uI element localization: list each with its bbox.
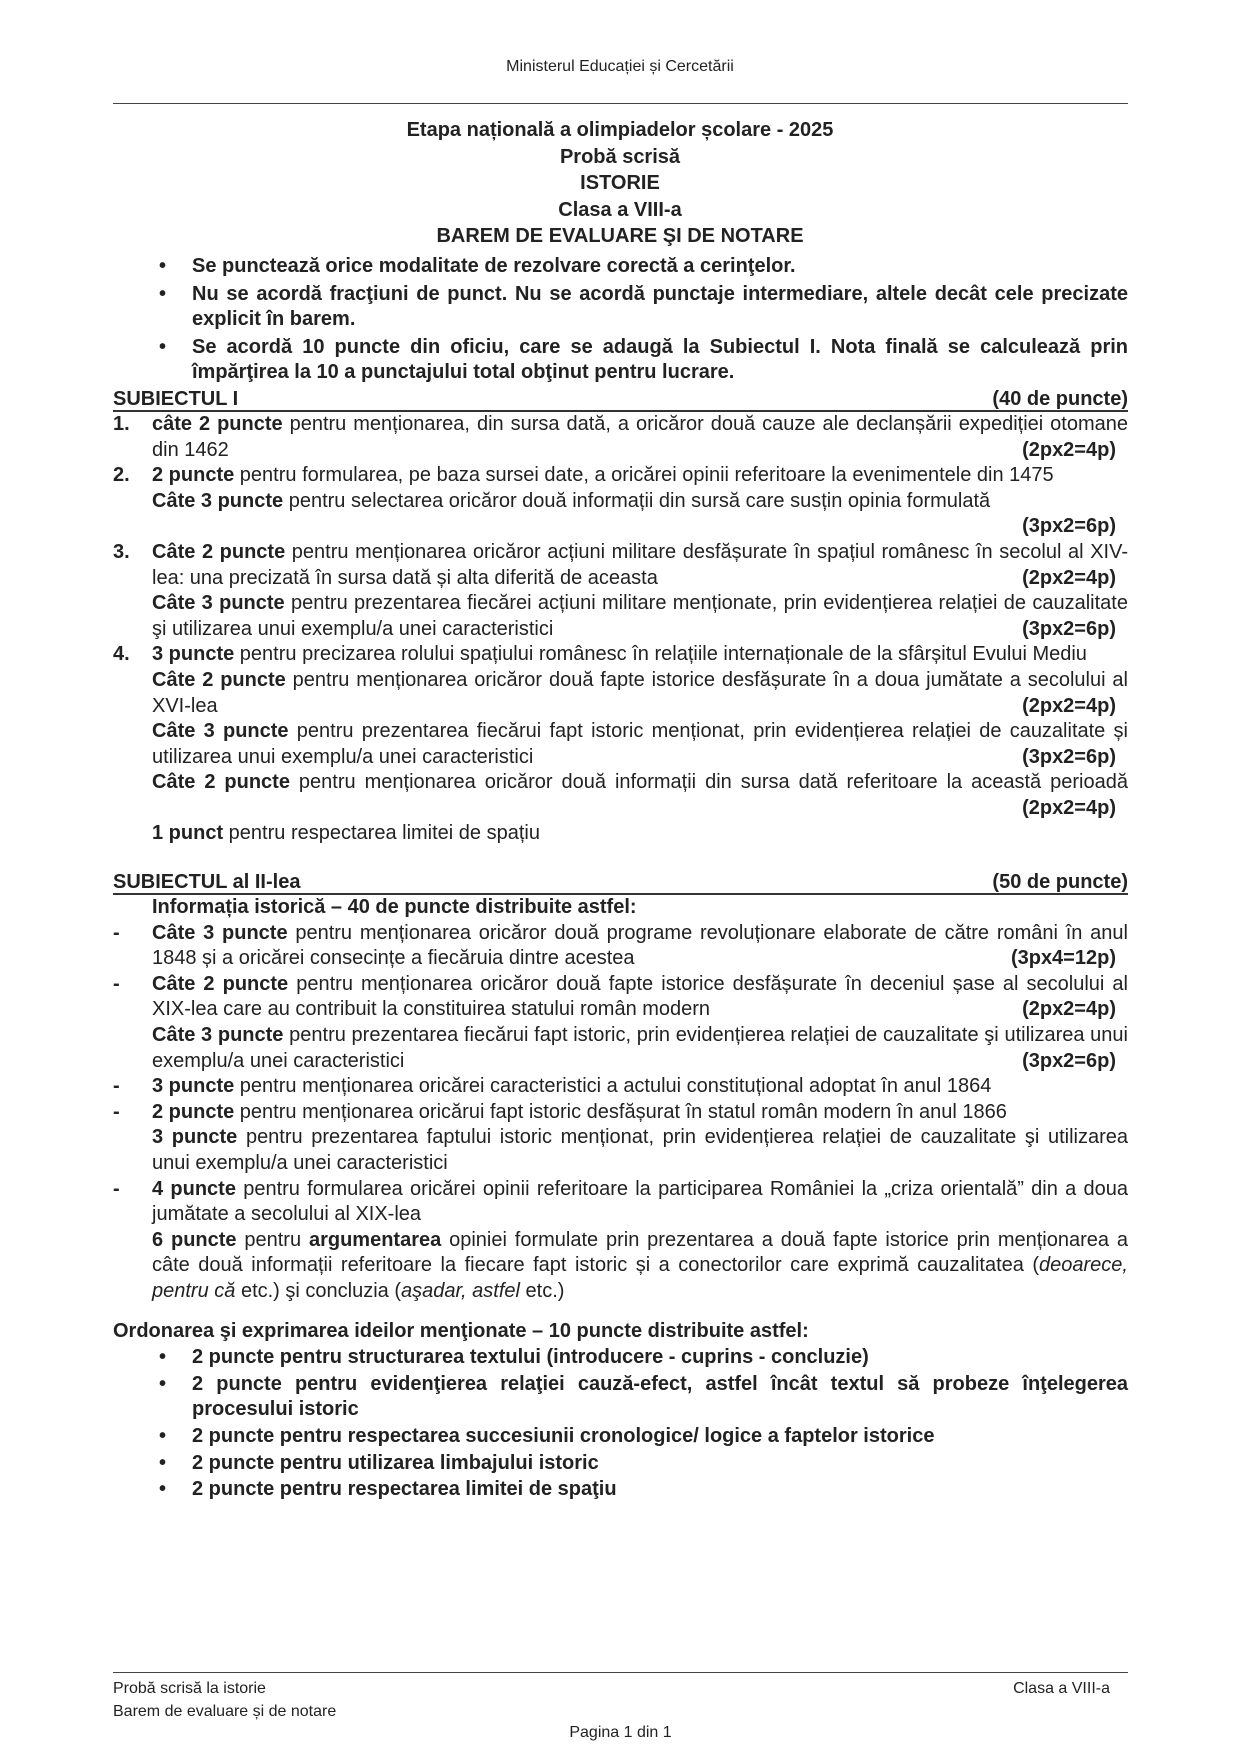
dash-marker: - [113,1100,120,1123]
criterion-text: pentru menționarea oricăror două fapte istorice desfășurate în deceniul șase al secolului al XIX-lea care au contribuit la constituirea statului român modern [152,972,1128,1021]
title-barem: BAREM DE EVALUARE ŞI DE NOTARE [436,225,804,248]
scoring-criterion [152,972,1128,1023]
footer-divider [113,1672,1128,1673]
footer-barem: Barem de evaluare și de notare [113,1703,337,1720]
points-emphasis: 1 punct [152,822,224,845]
criterion-text: pentru prezentarea fiecărui fapt istoric menționat, prin evidențierea relației de cauzalitate și utilizarea unui exemplu/a unei caracteristici [152,720,1128,768]
subject2-points: (50 de puncte) [992,871,1128,894]
ministry-name: Ministerul Educației și Cercetării [506,58,734,75]
intro-bullet-text: Nu se acordă fracţiuni de punct. Nu se acordă punctaje intermediare, altele decât cele precizate explicit în barem. [192,282,1128,331]
scoring-criterion [152,719,1128,770]
scoring-item [113,1177,1128,1305]
criterion-text: pentru menționarea oricărui fapt istoric desfășurat în statul român modern în anul 1866 [234,1100,1007,1123]
points-emphasis: Câte 3 puncte [152,489,284,512]
score-spacer [553,634,693,635]
points-emphasis: 2 puncte [152,1100,235,1123]
points-emphasis: 2 puncte [152,464,235,487]
score-formula: (3px2=6p) [1022,745,1116,768]
points-emphasis: Câte 2 puncte [152,771,290,794]
scoring-criterion [152,463,1128,489]
item-number: 1. [113,412,130,435]
order-bullet-text: 2 puncte pentru evidenţierea relaţiei cauză-efect, astfel încât textul să probeze înţelegerea procesului istoric [192,1372,1128,1421]
subject1-items [113,412,1128,847]
scoring-criterion [152,921,1128,972]
score-spacer [218,711,358,712]
bullet-icon: • [159,282,167,305]
order-bullet [113,1345,1128,1371]
scoring-item [113,642,1128,847]
title-exam-type: Probă scrisă [559,145,681,168]
subject1-points: (40 de puncte) [992,387,1128,410]
points-emphasis: Câte 2 puncte [152,540,286,563]
bullet-icon: • [159,1424,167,1447]
scoring-criterion [152,668,1128,719]
subject2-items [113,921,1128,1305]
score-formula: (3px2=6p) [1022,617,1116,640]
score-spacer [658,583,798,584]
scoring-criterion [152,540,1128,591]
criterion-text: pentru selectarea oricăror două informații din sursă care susțin opinia formulată [283,489,991,512]
score-spacer [710,1014,850,1015]
scoring-item [113,1100,1128,1177]
item-number: 2. [113,464,130,487]
title-grade: Clasa a VIII-a [558,198,682,221]
order-bullet [113,1424,1128,1450]
intro-bullet [113,282,1128,333]
scoring-criterion [152,489,1128,540]
scoring-criterion [152,642,1128,668]
intro-bullet [113,254,1128,280]
points-emphasis: Câte 2 puncte [152,972,289,995]
document-body [113,254,1128,1503]
points-emphasis: Câte 3 puncte [152,1024,284,1047]
dash-marker: - [113,921,120,944]
points-emphasis: câte 2 puncte [152,412,283,435]
scoring-criterion [152,1228,1128,1305]
header-divider [113,103,1128,104]
criterion-text: etc.) şi concluzia ( [235,1279,401,1302]
points-emphasis: 3 puncte [152,643,235,666]
intro-bullet-text: Se acordă 10 puncte din oficiu, care se adaugă la Subiectul I. Nota finală se calculează prin împărţirea la 10 a punctajului total obţinut pentru lucrare. [192,335,1128,384]
order-list [113,1345,1128,1503]
points-emphasis: 3 puncte [152,1075,235,1098]
bullet-icon: • [159,335,167,358]
points-emphasis: Câte 3 puncte [152,592,285,615]
criterion-text: pentru formularea, pe baza sursei date, a oricărei opinii referitoare la evenimentele din 1475 [234,464,1054,487]
scoring-item [113,540,1128,642]
document-titles [0,117,1240,250]
points-emphasis: Câte 3 puncte [152,921,288,944]
subject2-heading [113,871,1128,895]
criterion-text: pentru menționarea, din sursa dată, a oricăror două cauze ale declanșării expediției otomane din 1462 [152,412,1128,461]
criterion-text: pentru menționarea oricăror două informații din sursa dată referitoare la această perioadă [289,771,1128,794]
criterion-text: opiniei formulate prin prezentarea a două fapte istorice prin menționarea a câte două informații referitoare la fiecare fapt istoric și a conectorilor care exprimă cauzalitatea ( [152,1228,1128,1277]
score-formula: (2px2=4p) [1022,998,1116,1021]
scoring-criterion [152,770,1128,821]
points-emphasis: Câte 2 puncte [152,668,286,691]
dash-marker: - [113,972,120,995]
item-number: 3. [113,540,130,563]
score-spacer [635,963,775,964]
score-spacer [533,762,673,763]
bullet-icon: • [159,1372,167,1395]
title-subject: ISTORIE [580,172,660,195]
criterion-text: pentru menționarea oricărei caracteristici a actului constituțional adoptat în anul 1864 [234,1075,992,1098]
criterion-text: etc.) [519,1279,565,1302]
page-footer [113,1677,1128,1741]
scoring-criterion [152,1177,1128,1228]
intro-bullet [113,335,1128,386]
order-bullet-text: 2 puncte pentru respectarea succesiunii cronologice/ logice a faptelor istorice [192,1424,935,1447]
order-bullet [113,1372,1128,1423]
order-heading: Ordonarea şi exprimarea ideilor menţionate – 10 puncte distribuite astfel: [113,1319,809,1342]
points-emphasis: Câte 3 puncte [152,720,289,743]
score-formula: (2px2=4p) [1022,694,1116,717]
criterion-text: pentru prezentarea faptului istoric menționat, prin evidențierea relației de cauzalitate şi utilizarea unui exemplu/a unei caracteristici [152,1126,1128,1174]
score-formula: (2px2=4p) [1022,438,1116,461]
info-heading: Informația istorică – 40 de puncte distribuite astfel: [152,896,637,919]
criterion-text: pentru prezentarea fiecărui fapt istoric, prin evidențierea relației de cauzalitate şi utilizarea unui exemplu/a unei caracteristici [152,1024,1128,1072]
points-emphasis: 3 puncte [152,1126,238,1149]
criterion-text: pentru respectarea limitei de spațiu [223,822,540,845]
dash-marker: - [113,1177,120,1200]
score-formula: (2px2=4p) [1022,566,1116,589]
criterion-text: pentru prezentarea fiecărei acțiuni militare menționate, prin evidențierea relației de cauzalitate şi utilizarea unui exemplu/a unei caracteristici [152,592,1128,640]
example-words: deoarece, pentru că [152,1254,1128,1302]
criterion-text: pentru menționarea oricăror două fapte istorice desfășurate în a doua jumătate a secolului al XVI-lea [152,668,1128,717]
order-bullet [113,1477,1128,1503]
criterion-text: pentru formularea oricărei opinii referitoare la participarea României la „criza orientală” din a doua jumătate a secolului al XIX-lea [152,1177,1128,1226]
score-formula: (2px2=4p) [1022,796,1116,819]
scoring-criterion [152,412,1128,463]
subject1-heading [113,388,1128,412]
order-bullet-text: 2 puncte pentru structurarea textului (introducere - cuprins - concluzie) [192,1346,869,1369]
order-bullet-text: 2 puncte pentru respectarea limitei de spaţiu [192,1478,617,1501]
scoring-criterion [152,1125,1128,1176]
criterion-text: pentru menționarea oricăror două programe revoluționare elaborate de către români în anul 1848 și a oricărei consecințe a fiecăruia dintre acestea [152,921,1128,970]
criterion-text: pentru [236,1228,309,1251]
scoring-item [113,463,1128,540]
order-bullet-text: 2 puncte pentru utilizarea limbajului istoric [192,1451,599,1474]
subject2-title: SUBIECTUL al II-lea [113,871,301,894]
bullet-icon: • [159,255,167,277]
intro-list [113,254,1128,386]
score-spacer [404,1066,544,1067]
footer-exam: Probă scrisă la istorie [113,1680,266,1697]
scoring-criterion [152,1100,1128,1126]
scoring-criterion [152,1074,1128,1100]
scoring-criterion [152,1023,1128,1074]
bullet-icon: • [159,1478,167,1501]
subject1-title: SUBIECTUL I [113,387,239,410]
score-formula: (3px2=6p) [1022,1049,1116,1072]
bullet-icon: • [159,1451,167,1474]
footer-grade: Clasa a VIII-a [1013,1680,1110,1697]
scoring-item [113,921,1128,972]
points-emphasis: 6 puncte [152,1228,237,1251]
page-number: Pagina 1 din 1 [569,1724,672,1741]
score-spacer [152,813,292,814]
scoring-item [113,1074,1128,1100]
intro-bullet-text: Se punctează orice modalitate de rezolvare corectă a cerinţelor. [192,255,796,277]
scoring-item [113,972,1128,1074]
criterion-text: pentru precizarea rolului spațiului românesc în relațiile internaționale de la sfârșitul Evului Mediu [234,643,1087,666]
points-emphasis: argumentarea [308,1228,442,1251]
title-competition: Etapa națională a olimpiadelor școlare - 2025 [406,119,834,141]
bullet-icon: • [159,1346,167,1369]
score-formula: (3px4=12p) [1010,947,1116,970]
item-number: 4. [113,643,130,666]
dash-marker: - [113,1075,120,1098]
order-bullet [113,1451,1128,1477]
criterion-text: pentru menționarea oricăror acțiuni militare desfășurate în spațiul românesc în secolul al XIV-lea: una precizată în sursa dată și alta diferită de aceasta [152,540,1128,589]
scoring-criterion [152,591,1128,642]
example-words: aşadar, astfel [401,1279,520,1302]
scoring-item [113,412,1128,463]
score-spacer [229,455,369,456]
scoring-criterion [152,821,1128,847]
points-emphasis: 4 puncte [152,1177,236,1200]
score-formula: (3px2=6p) [1022,515,1116,538]
